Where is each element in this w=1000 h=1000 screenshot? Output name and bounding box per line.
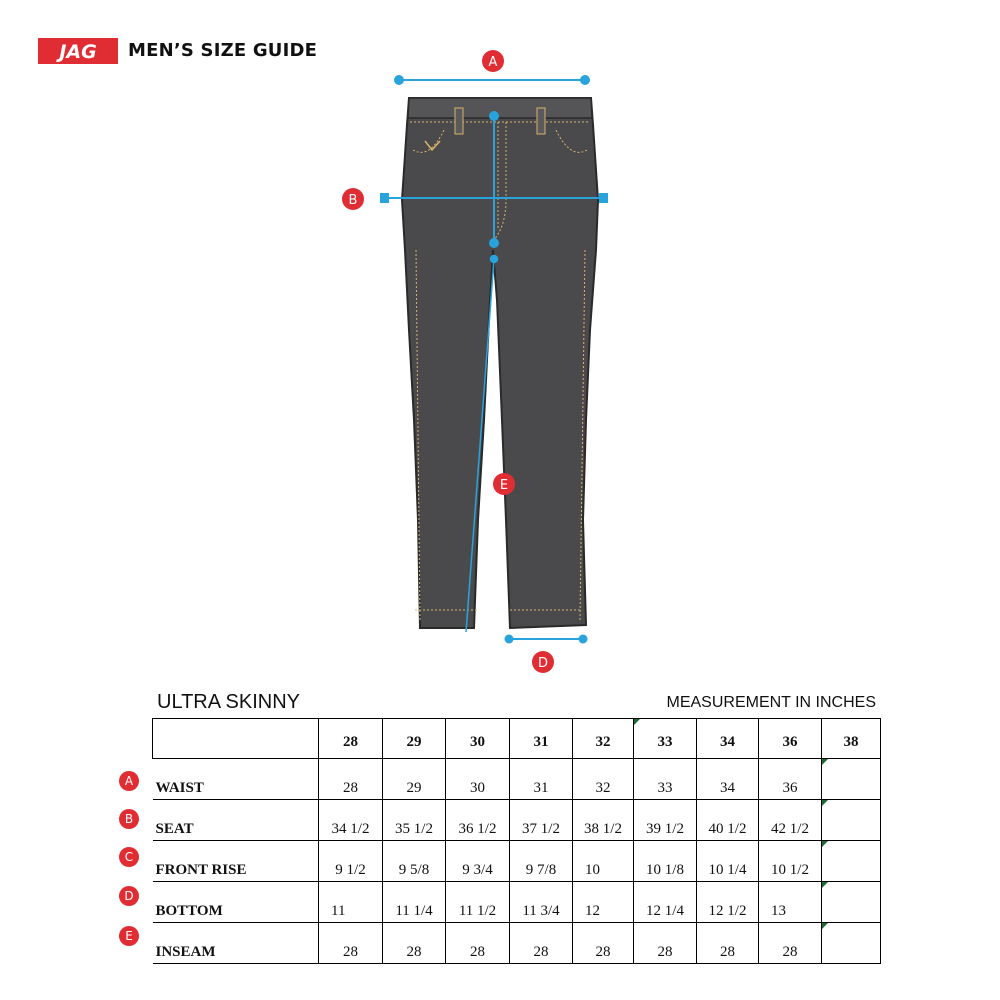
table-cell: 11 3/4 bbox=[510, 882, 573, 923]
table-cell: 28 bbox=[634, 923, 697, 964]
size-header: 38 bbox=[822, 719, 881, 759]
row-label: BOTTOM bbox=[153, 882, 319, 923]
size-header-label: 33 bbox=[657, 734, 673, 750]
row-badge-c: C bbox=[119, 847, 139, 867]
table-cell: 10 1/4 bbox=[697, 841, 759, 882]
row-label: INSEAM bbox=[153, 923, 319, 964]
cell-corner-mark bbox=[822, 759, 828, 765]
table-cell bbox=[822, 841, 881, 882]
cell-corner-mark bbox=[634, 719, 640, 725]
table-cell: 10 1/8 bbox=[634, 841, 697, 882]
table-cell: 13 bbox=[759, 882, 822, 923]
table-row bbox=[153, 759, 881, 800]
table-cell: 34 1/2 bbox=[319, 800, 383, 841]
table-cell: 36 1/2 bbox=[446, 800, 510, 841]
header-corner-cell bbox=[153, 719, 319, 759]
row-badge-a: A bbox=[119, 771, 139, 791]
table-cell: 39 1/2 bbox=[634, 800, 697, 841]
table-row bbox=[153, 841, 881, 882]
size-header: 34 bbox=[697, 719, 759, 759]
marker-d bbox=[532, 651, 554, 673]
size-table bbox=[152, 718, 881, 964]
table-cell: 11 1/2 bbox=[446, 882, 510, 923]
cell-corner-mark bbox=[822, 882, 828, 888]
measure-line-d bbox=[506, 636, 587, 643]
table-cell: 31 bbox=[510, 759, 573, 800]
size-header: 32 bbox=[573, 719, 634, 759]
table-cell bbox=[822, 759, 881, 800]
table-cell: 12 bbox=[573, 882, 634, 923]
waistband bbox=[408, 98, 592, 118]
size-header: 29 bbox=[383, 719, 446, 759]
marker-b-label: B bbox=[348, 193, 358, 208]
marker-a bbox=[482, 50, 504, 72]
table-cell: 10 bbox=[573, 841, 634, 882]
row-label: FRONT RISE bbox=[153, 841, 319, 882]
table-cell: 9 5/8 bbox=[383, 841, 446, 882]
table-cell: 12 1/4 bbox=[634, 882, 697, 923]
table-cell: 9 3/4 bbox=[446, 841, 510, 882]
size-header: 28 bbox=[319, 719, 383, 759]
page-title: MEN’S SIZE GUIDE bbox=[128, 40, 318, 61]
row-badge-d: D bbox=[119, 886, 139, 906]
table-cell: 37 1/2 bbox=[510, 800, 573, 841]
table-cell: 32 bbox=[573, 759, 634, 800]
table-cell: 28 bbox=[319, 759, 383, 800]
units-note: MEASUREMENT IN INCHES bbox=[666, 694, 876, 711]
table-cell: 28 bbox=[510, 923, 573, 964]
table-cell bbox=[822, 882, 881, 923]
marker-a-label: A bbox=[488, 55, 498, 70]
table-cell: 29 bbox=[383, 759, 446, 800]
table-cell: 30 bbox=[446, 759, 510, 800]
table-cell: 28 bbox=[573, 923, 634, 964]
cell-corner-mark bbox=[822, 923, 828, 929]
table-cell: 9 7/8 bbox=[510, 841, 573, 882]
table-cell: 40 1/2 bbox=[697, 800, 759, 841]
table-cell: 42 1/2 bbox=[759, 800, 822, 841]
marker-b bbox=[342, 188, 364, 210]
table-cell: 35 1/2 bbox=[383, 800, 446, 841]
size-header: 31 bbox=[510, 719, 573, 759]
table-cell: 36 bbox=[759, 759, 822, 800]
table-cell: 28 bbox=[383, 923, 446, 964]
table-cell: 28 bbox=[759, 923, 822, 964]
cell-corner-mark bbox=[822, 841, 828, 847]
marker-d-label: D bbox=[537, 656, 549, 671]
row-label: WAIST bbox=[153, 759, 319, 800]
table-cell: 34 bbox=[697, 759, 759, 800]
table-cell bbox=[822, 800, 881, 841]
pants-illustration bbox=[402, 98, 598, 628]
table-cell: 10 1/2 bbox=[759, 841, 822, 882]
size-header: 36 bbox=[759, 719, 822, 759]
marker-e bbox=[493, 473, 515, 495]
row-label: SEAT bbox=[153, 800, 319, 841]
logo-text: JAG bbox=[59, 41, 97, 63]
table-row bbox=[153, 882, 881, 923]
table-cell bbox=[822, 923, 881, 964]
row-badge-e: E bbox=[119, 926, 139, 946]
table-cell: 38 1/2 bbox=[573, 800, 634, 841]
table-row bbox=[153, 923, 881, 964]
marker-e-label: E bbox=[499, 478, 509, 493]
row-badge-b: B bbox=[119, 809, 139, 829]
table-row bbox=[153, 800, 881, 841]
table-cell: 28 bbox=[446, 923, 510, 964]
table-cell: 28 bbox=[319, 923, 383, 964]
size-header-row bbox=[153, 719, 881, 759]
size-header: 30 bbox=[446, 719, 510, 759]
table-cell: 11 bbox=[319, 882, 383, 923]
measure-line-a bbox=[395, 76, 589, 84]
fit-title: ULTRA SKINNY bbox=[157, 691, 300, 713]
table-cell: 33 bbox=[634, 759, 697, 800]
size-header bbox=[634, 719, 697, 759]
cell-corner-mark bbox=[822, 800, 828, 806]
table-cell: 12 1/2 bbox=[697, 882, 759, 923]
table-cell: 28 bbox=[697, 923, 759, 964]
table-cell: 11 1/4 bbox=[383, 882, 446, 923]
table-cell: 9 1/2 bbox=[319, 841, 383, 882]
